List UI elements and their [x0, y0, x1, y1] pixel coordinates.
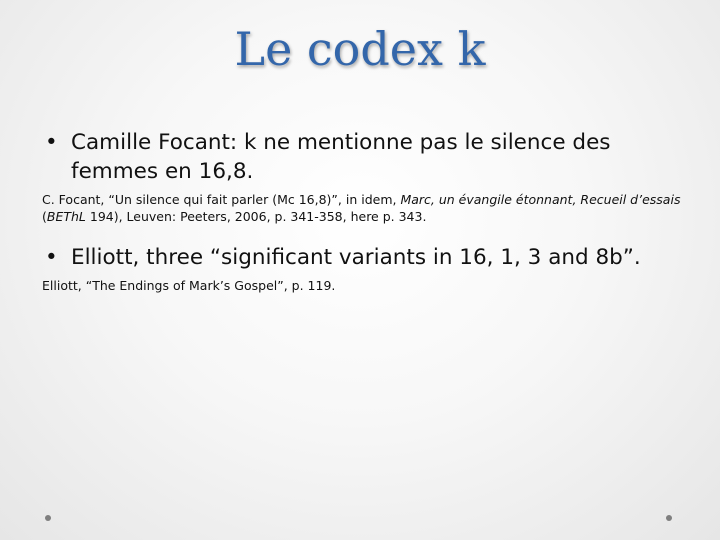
reference-text: (: [42, 209, 47, 224]
reference-focant: [42, 191, 682, 225]
bullet-item-elliott: [42, 243, 682, 272]
decorative-dot-icon: [666, 515, 672, 521]
reference-text: 194), Leuven: Peeters, 2006, p. 341-358, here p. 343.: [85, 209, 427, 224]
reference-series: BEThL: [46, 209, 86, 224]
reference-elliott: [42, 277, 682, 294]
spacer: [42, 225, 682, 243]
slide-title: Le codex k: [234, 22, 486, 76]
reference-text: C. Focant, “Un silence qui fait parler (Mc 16,8)”, in idem,: [42, 192, 401, 207]
bullet-item-focant: [42, 128, 682, 186]
reference-text: Elliott, “The Endings of Mark’s Gospel”, p. 119.: [42, 278, 336, 293]
bullet-text: Elliott, three “significant variants in 16, 1, 3 and 8b”.: [71, 245, 641, 270]
decorative-dot-icon: [45, 515, 51, 521]
bullet-icon: •: [45, 130, 58, 155]
bullet-icon: •: [45, 245, 58, 270]
slide-content: [42, 128, 682, 294]
reference-book-title: Marc, un évangile étonnant, Recueil d’essais: [400, 192, 681, 207]
bullet-text: Camille Focant: k ne mentionne pas le silence des femmes en 16,8.: [71, 130, 611, 184]
